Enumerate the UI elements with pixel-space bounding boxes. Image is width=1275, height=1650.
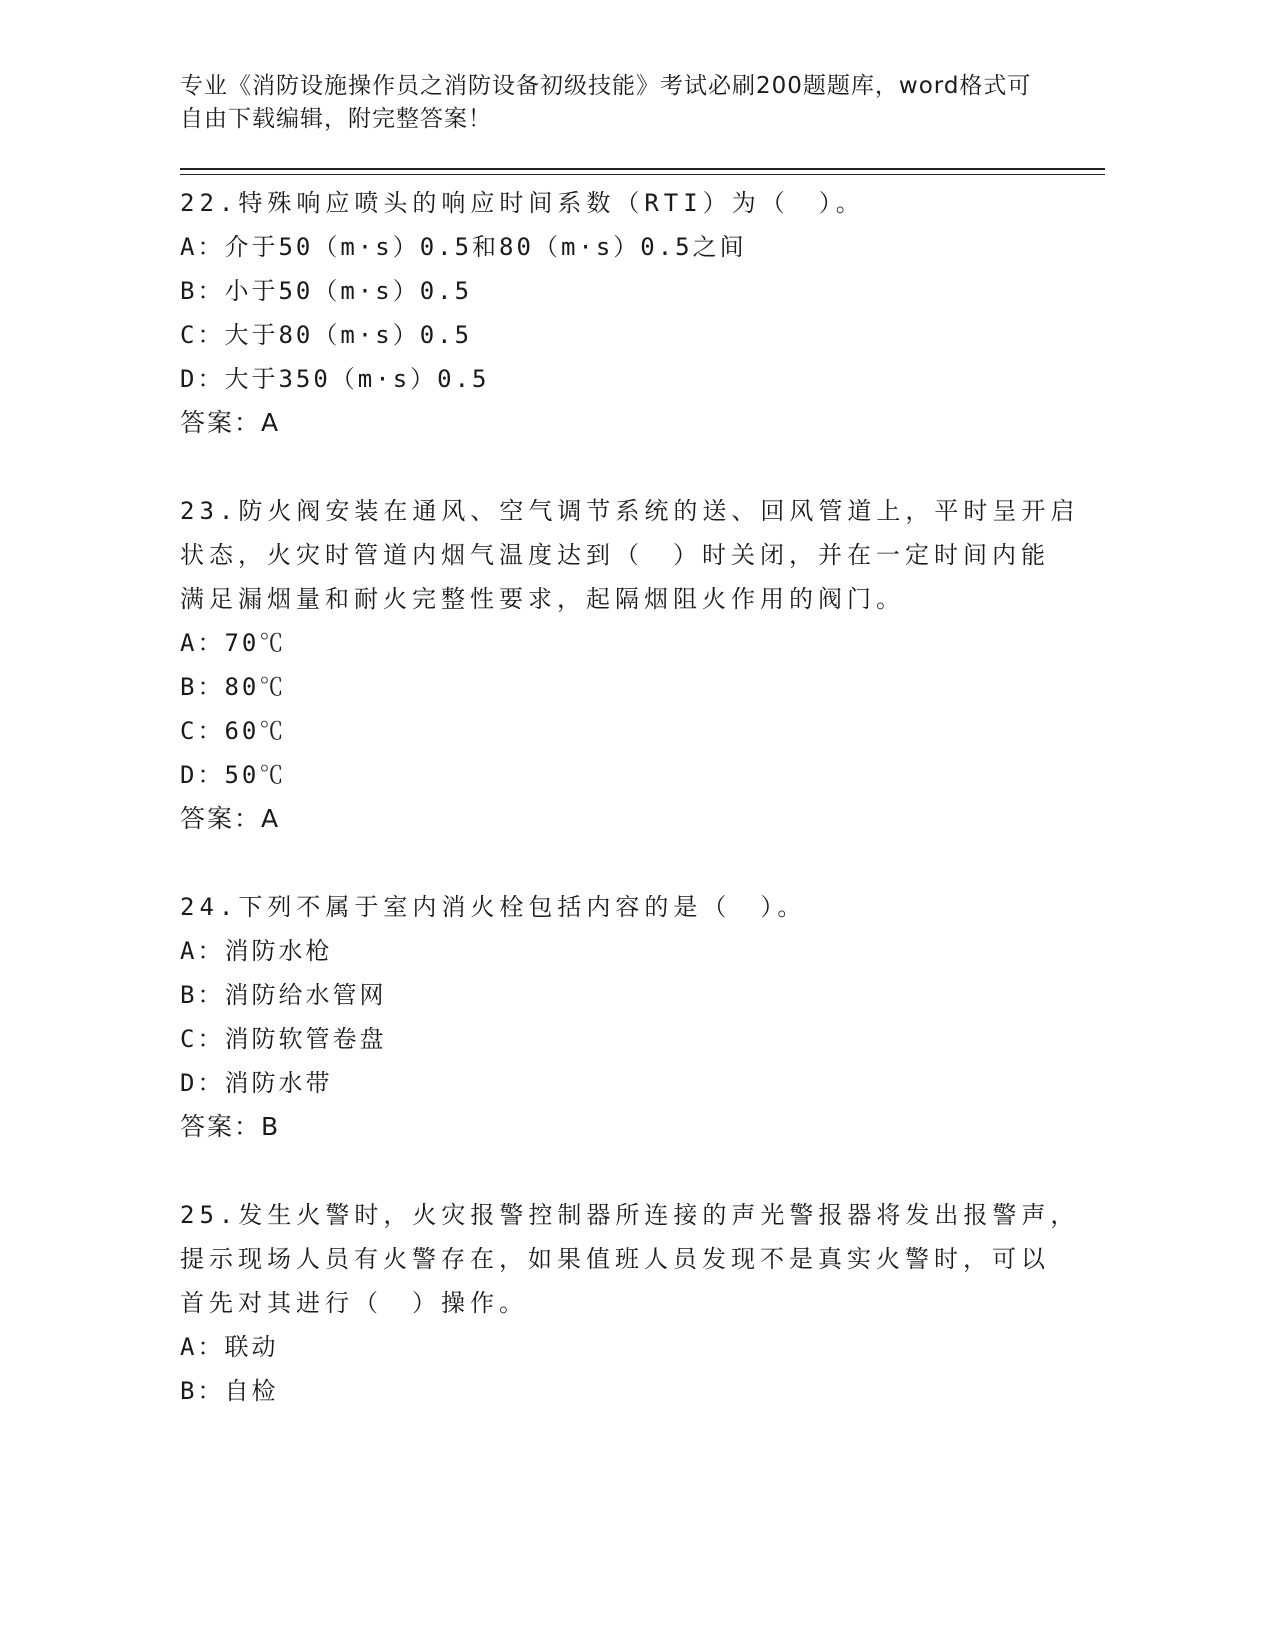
option-c: C：60℃	[180, 717, 287, 745]
option-a: A：介于50（m·s）0.5和80（m·s）0.5之间	[180, 233, 747, 261]
spacer	[180, 445, 1060, 489]
option-b: B：自检	[180, 1377, 279, 1405]
option-a: A：70℃	[180, 629, 287, 657]
question-stem: 首先对其进行（ ）操作。	[180, 1289, 528, 1317]
option-b: B：小于50（m·s）0.5	[180, 277, 473, 305]
question-22	[180, 181, 1060, 445]
question-stem: 满足漏烟量和耐火完整性要求，起隔烟阻火作用的阀门。	[180, 585, 905, 613]
question-25	[180, 1193, 1080, 1413]
question-stem: 23.防火阀安装在通风、空气调节系统的送、回风管道上，平时呈开启	[180, 497, 1080, 525]
spacer	[180, 841, 1060, 885]
document-header	[180, 70, 1040, 136]
option-a: A：联动	[180, 1333, 279, 1361]
option-c: C：消防软管卷盘	[180, 1025, 387, 1053]
question-stem: 22.特殊响应喷头的响应时间系数（RTI）为（ ）。	[180, 189, 865, 217]
option-d: D：大于350（m·s）0.5	[180, 365, 490, 393]
question-24	[180, 885, 1060, 1149]
spacer	[180, 1149, 1060, 1193]
question-stem: 25.发生火警时，火灾报警控制器所连接的声光警报器将发出报警声，	[180, 1201, 1080, 1229]
header-divider-thin	[180, 174, 1105, 175]
option-c: C：大于80（m·s）0.5	[180, 321, 473, 349]
answer-line: 答案：A	[180, 804, 281, 833]
answer-line: 答案：A	[180, 408, 281, 437]
option-d: D：消防水带	[180, 1069, 333, 1097]
option-a: A：消防水枪	[180, 937, 333, 965]
answer-line: 答案：B	[180, 1112, 281, 1141]
header-line-2: 自由下载编辑，附完整答案！	[180, 106, 492, 132]
header-divider-thick	[180, 168, 1105, 170]
question-list	[180, 181, 1080, 1413]
option-b: B：消防给水管网	[180, 981, 387, 1009]
question-23	[180, 489, 1080, 841]
header-line-1: 专业《消防设施操作员之消防设备初级技能》考试必刷200题题库，word格式可	[180, 73, 1032, 99]
question-stem: 24.下列不属于室内消火栓包括内容的是（ ）。	[180, 893, 807, 921]
question-stem: 提示现场人员有火警存在，如果值班人员发现不是真实火警时，可以	[180, 1245, 1050, 1273]
question-stem: 状态，火灾时管道内烟气温度达到（ ）时关闭，并在一定时间内能	[180, 541, 1050, 569]
option-d: D：50℃	[180, 761, 287, 789]
option-b: B：80℃	[180, 673, 287, 701]
